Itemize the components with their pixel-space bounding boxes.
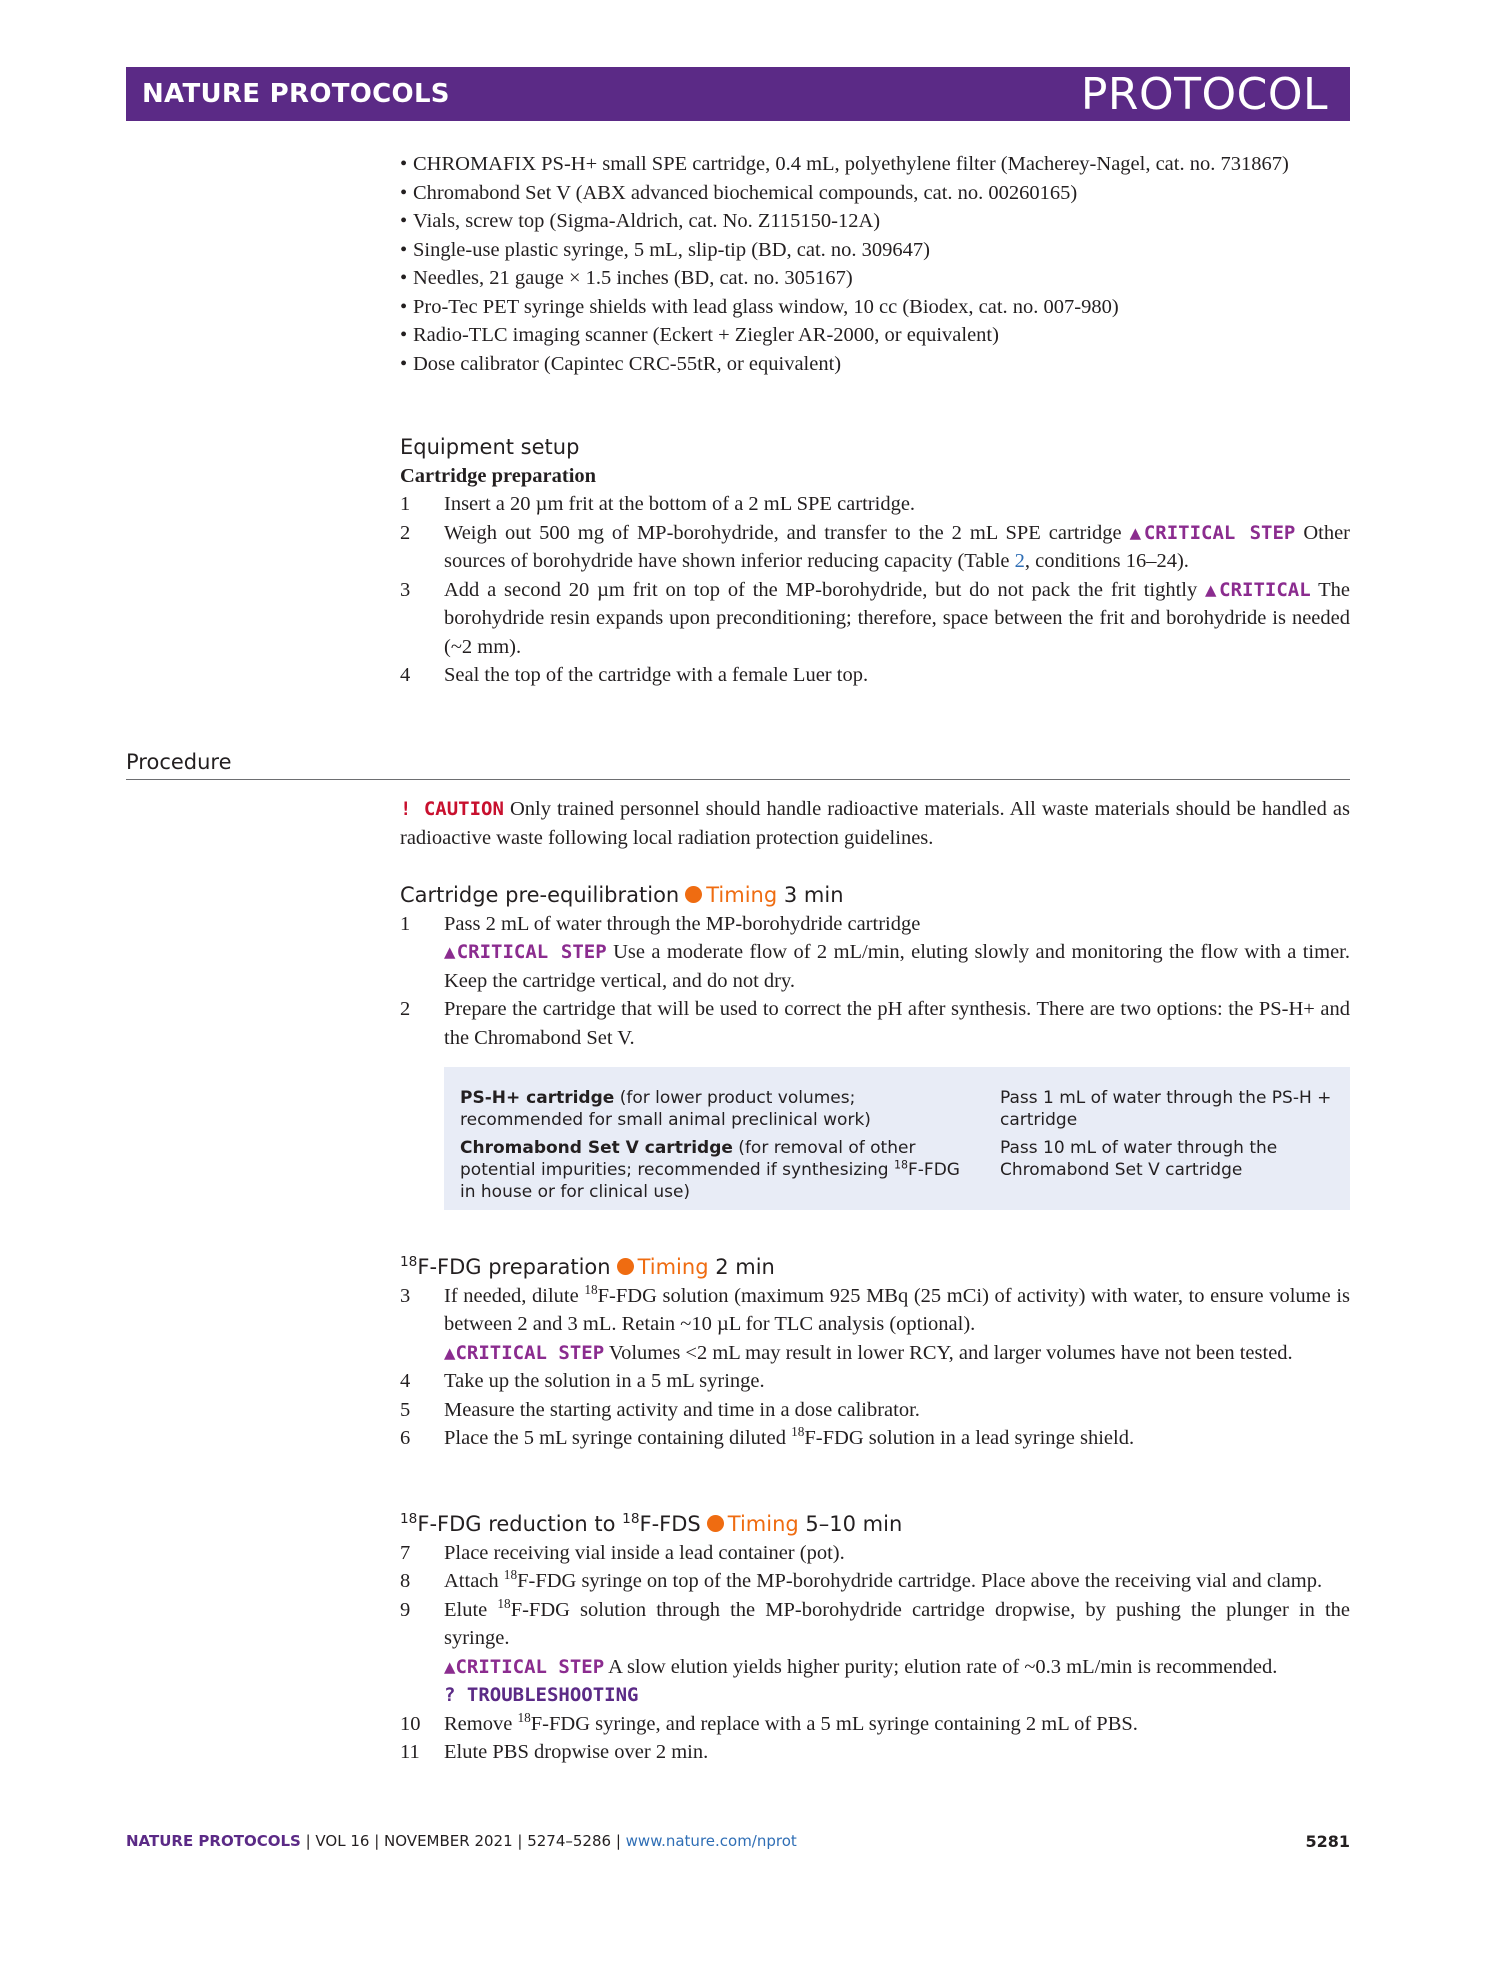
procedure-heading: Procedure <box>126 750 232 774</box>
cartridge-preparation-subheading: Cartridge preparation <box>400 464 597 487</box>
equipment-setup-heading: Equipment setup <box>400 435 580 459</box>
caution-paragraph: ! CAUTION Only trained personnel should handle radioactive materials. All waste materials should be handled as radioactive waste following local radiation protection guidelines. <box>400 798 1350 849</box>
journal-name: NATURE PROTOCOLS <box>142 79 450 109</box>
list-item: 2 Weigh out 500 mg of MP-borohydride, and transfer to the 2 mL SPE cartridge ▲CRITICAL STEP Other sources of borohydride have shown inferior reducing capacity (Table 2, conditions 16–24). <box>400 521 1350 572</box>
list-item: 11 Elute PBS dropwise over 2 min. <box>400 1741 709 1763</box>
list-item: • Needles, 21 gauge × 1.5 inches (BD, cat. no. 305167) <box>400 267 853 289</box>
timing-dot-icon <box>707 1515 724 1532</box>
journal-url-link[interactable]: www.nature.com/nprot <box>625 1832 797 1850</box>
materials-list <box>400 150 1350 378</box>
article-type: PROTOCOL <box>1080 68 1328 120</box>
cartridge-options-box <box>444 1067 1350 1210</box>
table-reference-link[interactable]: 2 <box>1014 550 1025 572</box>
procedure-divider <box>126 779 1350 780</box>
table-row: Chromabond Set V cartridge (for removal of other potential impurities; recommended if synthesizing $^{18}$F-FDG in house or for clinical use) Pass 10 mL of water through the Chromabond Set V cartridge <box>460 1138 1278 1202</box>
section-heading: $^{18}$F-FDG preparation Timing 2 min <box>400 1254 775 1279</box>
page-footer <box>126 1832 1350 1851</box>
list-item: 6 Place the 5 mL syringe containing diluted $^{18}$F-FDG solution in a lead syringe shield. <box>400 1424 1135 1449</box>
list-item: 3 If needed, dilute $^{18}$F-FDG solution (maximum 925 MBq (25 mCi) of activity) with water, to ensure volume is between 2 and 3 mL. Retain ~10 µL for TLC analysis (optional). ▲CRITICAL STEP Volumes <2 mL may result in lower RCY, and larger volumes have not been tested. <box>400 1281 1350 1364</box>
section-heading: Cartridge pre-equilibration Timing 3 min <box>400 883 844 907</box>
equipment-steps <box>400 490 1350 690</box>
list-item: • Vials, screw top (Sigma-Aldrich, cat. No. Z115150-12A) <box>400 210 881 232</box>
section-heading: $^{18}$F-FDG reduction to $^{18}$F-FDS Timing 5–10 min <box>400 1511 903 1536</box>
list-item: • Single-use plastic syringe, 5 mL, slip-tip (BD, cat. no. 309647) <box>400 238 930 261</box>
critical-step-flag: ▲CRITICAL STEP <box>444 1341 605 1364</box>
troubleshooting-link[interactable]: ? TROUBLESHOOTING <box>444 1684 639 1706</box>
timing-dot-icon <box>685 886 702 903</box>
journal-header-banner <box>126 67 1350 121</box>
list-item: 1 Pass 2 mL of water through the MP-borohydride cartridge ▲CRITICAL STEP Use a moderate flow of 2 mL/min, eluting slowly and monitoring the flow with a timer. Keep the cartridge vertical, and do not dry. <box>400 912 1350 992</box>
list-item: 3 Add a second 20 µm frit on top of the MP-borohydride, but do not pack the frit tightly ▲CRITICAL The borohydride resin expands upon preconditioning; therefore, space between the frit and borohydride is needed (~2 mm). <box>400 578 1350 658</box>
list-item: 9 Elute $^{18}$F-FDG solution through the MP-borohydride cartridge dropwise, by pushing the plunger in the syringe. ▲CRITICAL STEP A slow elution yields higher purity; elution rate of ~0.3 mL/min is recommended. ? TROUBLESHOOTING <box>400 1595 1350 1706</box>
critical-step-flag: ▲CRITICAL STEP <box>444 941 607 963</box>
list-item: • Radio-TLC imaging scanner (Eckert + Ziegler AR-2000, or equivalent) <box>400 324 999 346</box>
list-item: 1 Insert a 20 µm frit at the bottom of a 2 mL SPE cartridge. <box>400 493 916 515</box>
critical-step-flag: ▲CRITICAL STEP <box>444 1655 605 1678</box>
list-item: 4 Take up the solution in a 5 mL syringe. <box>400 1370 765 1392</box>
timing-dot-icon <box>617 1258 634 1275</box>
critical-flag: ▲CRITICAL <box>1205 578 1311 601</box>
caution-flag: ! CAUTION <box>400 798 504 820</box>
list-item: 2 Prepare the cartridge that will be used to correct the pH after synthesis. There are two options: the PS-H+ and the Chromabond Set V. <box>400 998 1350 1049</box>
list-item: • Pro-Tec PET syringe shields with lead glass window, 10 cc (Biodex, cat. no. 007-980) <box>400 295 1119 318</box>
list-item: • CHROMAFIX PS-H+ small SPE cartridge, 0.4 mL, polyethylene filter (Macherey-Nagel, cat. no. 731867) <box>400 153 1289 175</box>
list-item: 10 Remove $^{18}$F-FDG syringe, and replace with a 5 mL syringe containing 2 mL of PBS. <box>400 1709 1138 1735</box>
list-item: 4 Seal the top of the cartridge with a female Luer top. <box>400 664 869 686</box>
footer-citation: NATURE PROTOCOLS | VOL 16 | NOVEMBER 2021 | 5274–5286 | www.nature.com/nprot <box>126 1832 797 1850</box>
list-item: 7 Place receiving vial inside a lead container (pot). <box>400 1541 845 1564</box>
list-item: • Dose calibrator (Capintec CRC-55tR, or equivalent) <box>400 352 842 375</box>
table-row: PS-H+ cartridge (for lower product volumes; recommended for small animal preclinical work) Pass 1 mL of water through the PS-H + cartridge <box>460 1088 1332 1130</box>
critical-step-flag: ▲CRITICAL STEP <box>1129 521 1296 544</box>
page-number: 5281 <box>1305 1832 1350 1851</box>
list-item: 5 Measure the starting activity and time in a dose calibrator. <box>400 1398 920 1421</box>
list-item: 8 Attach $^{18}$F-FDG syringe on top of the MP-borohydride cartridge. Place above the receiving vial and clamp. <box>400 1567 1323 1592</box>
list-item: • Chromabond Set V (ABX advanced biochemical compounds, cat. no. 00260165) <box>400 181 1078 204</box>
